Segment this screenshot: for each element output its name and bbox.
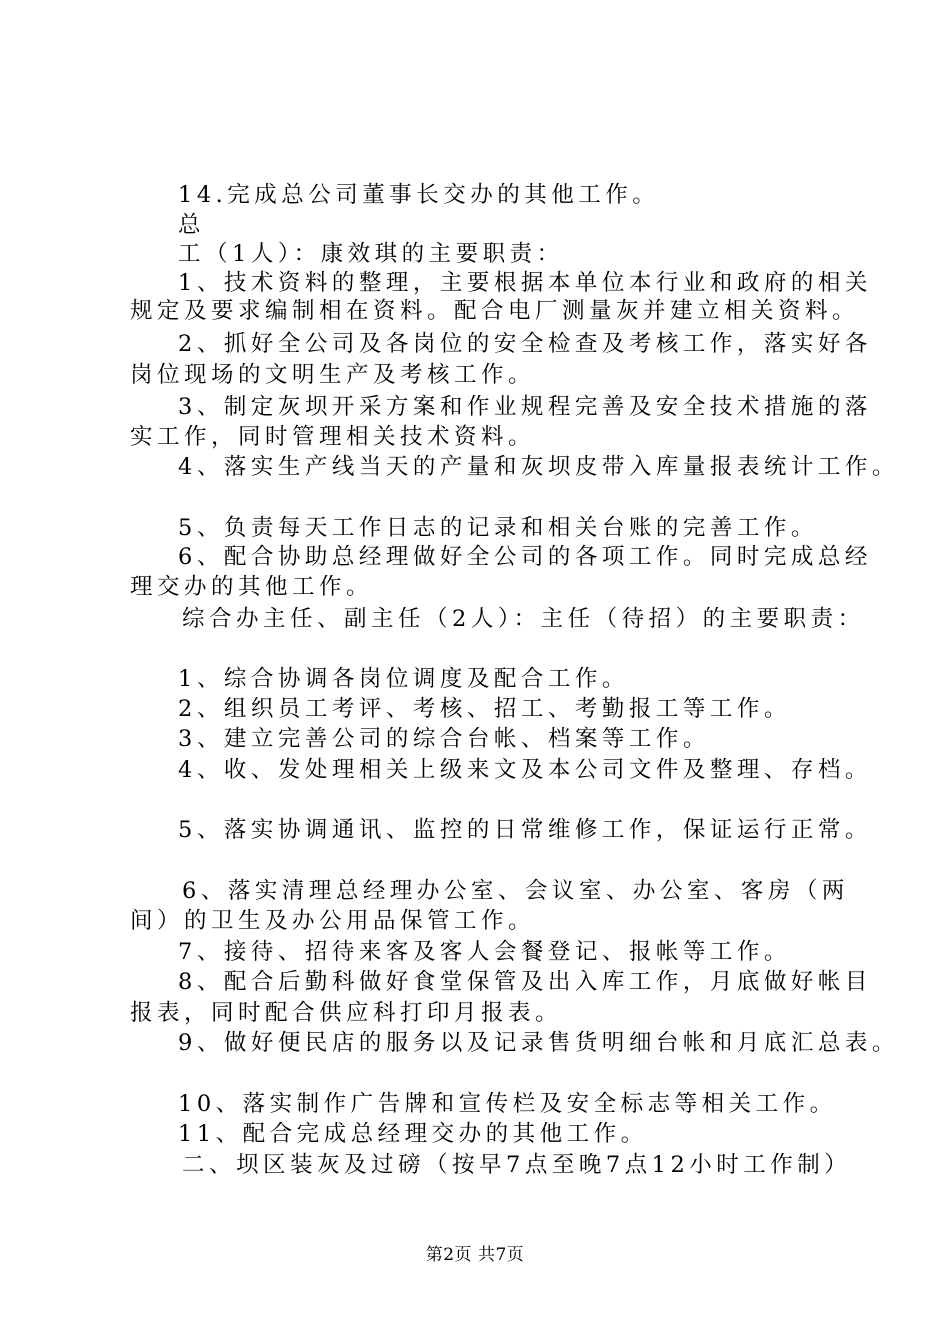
text-line: 6、配合协助总经理做好全公司的各项工作。同时完成总经 bbox=[178, 544, 872, 570]
text-line: 8、配合后勤科做好食堂保管及出入库工作，月底做好帐目 bbox=[178, 969, 872, 995]
text-line: 理交办的其他工作。 bbox=[130, 574, 374, 600]
text-line: 总 bbox=[178, 212, 206, 238]
text-line: 5、落实协调通讯、监控的日常维修工作，保证运行正常。 bbox=[178, 817, 872, 843]
text-line: 1、综合协调各岗位调度及配合工作。 bbox=[178, 666, 629, 692]
text-line: 报表，同时配合供应科打印月报表。 bbox=[130, 1000, 563, 1026]
text-line: 5、负责每天工作日志的记录和相关台账的完善工作。 bbox=[178, 515, 818, 541]
text-line: 4、落实生产线当天的产量和灰坝皮带入库量报表统计工作。 bbox=[178, 454, 899, 480]
text-line: 6、落实清理总经理办公室、会议室、办公室、客房（两 bbox=[182, 878, 849, 904]
text-line: 工（1人）：康效琪的主要职责： bbox=[178, 241, 564, 267]
text-line: 10、落实制作广告牌和宣传栏及安全标志等相关工作。 bbox=[178, 1091, 837, 1117]
text-line: 7、接待、招待来客及客人会餐登记、报帐等工作。 bbox=[178, 939, 791, 965]
text-line: 14.完成总公司董事长交办的其他工作。 bbox=[178, 182, 660, 208]
text-line: 岗位现场的文明生产及考核工作。 bbox=[130, 362, 536, 388]
text-line: 2、抓好全公司及各岗位的安全检查及考核工作，落实好各 bbox=[178, 331, 872, 357]
text-line: 3、制定灰坝开采方案和作业规程完善及安全技术措施的落 bbox=[178, 394, 872, 420]
text-line: 2、组织员工考评、考核、招工、考勤报工等工作。 bbox=[178, 696, 791, 722]
text-line: 3、建立完善公司的综合台帐、档案等工作。 bbox=[178, 726, 710, 752]
text-line: 间）的卫生及办公用品保管工作。 bbox=[130, 908, 536, 934]
page-number-footer: 第2页 共7页 bbox=[425, 1245, 525, 1265]
text-line: 二、坝区装灰及过磅（按早7点至晚7点12小时工作制） bbox=[182, 1152, 852, 1178]
text-line: 综合办主任、副主任（2人）：主任（待招）的主要职责： bbox=[182, 606, 865, 632]
text-line: 实工作，同时管理相关技术资料。 bbox=[130, 424, 536, 450]
text-line: 1、技术资料的整理，主要根据本单位本行业和政府的相关 bbox=[178, 270, 872, 296]
text-line: 4、收、发处理相关上级来文及本公司文件及整理、存档。 bbox=[178, 757, 872, 783]
text-line: 9、做好便民店的服务以及记录售货明细台帐和月底汇总表。 bbox=[178, 1030, 899, 1056]
text-line: 规定及要求编制相在资料。配合电厂测量灰并建立相关资料。 bbox=[130, 298, 860, 324]
text-line: 11、配合完成总经理交办的其他工作。 bbox=[178, 1121, 648, 1147]
